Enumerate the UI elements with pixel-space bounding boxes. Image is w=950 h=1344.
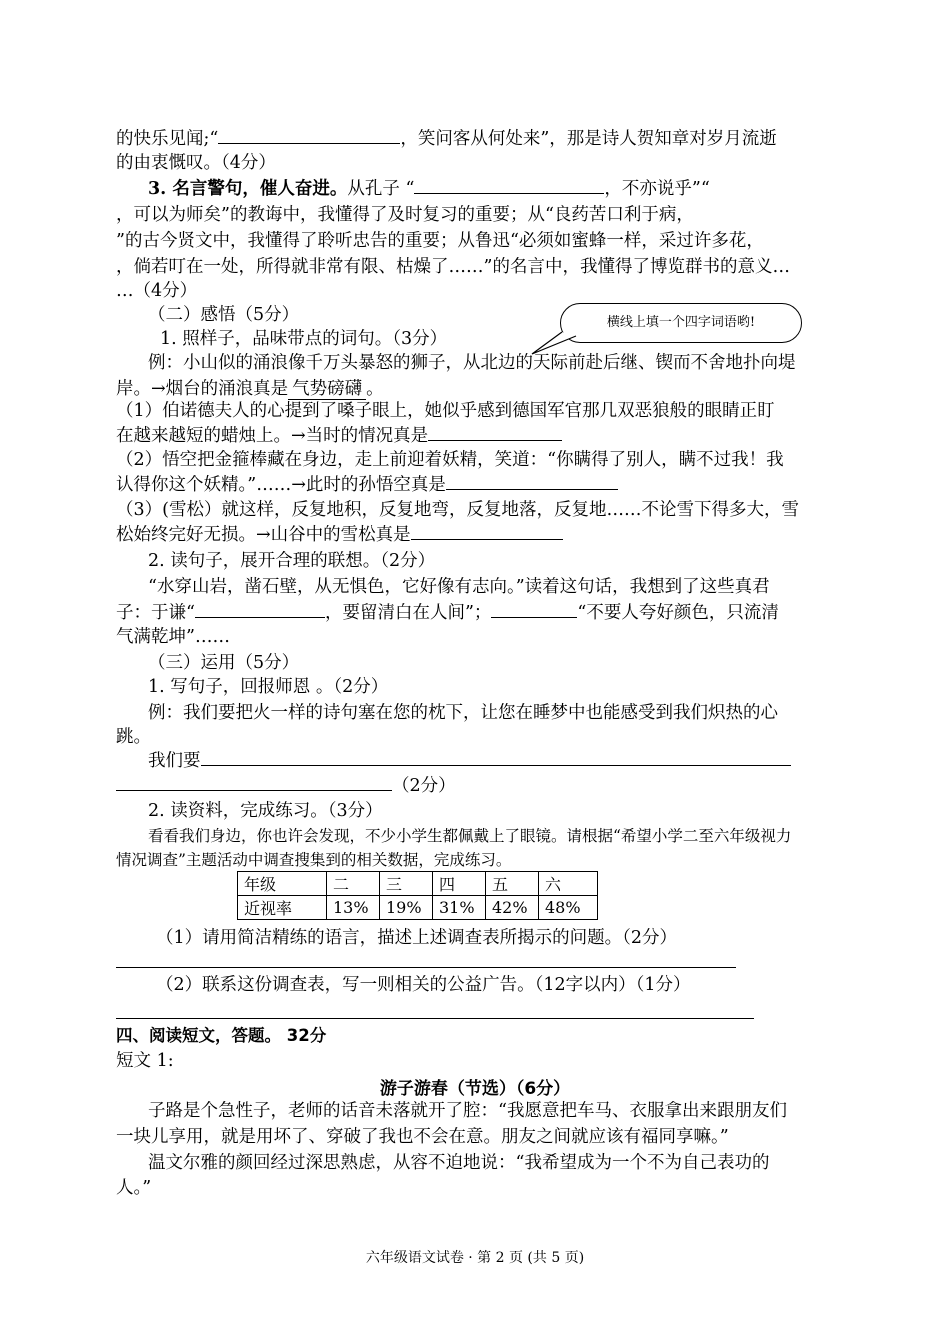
answer-blank[interactable] xyxy=(491,602,577,618)
text-line xyxy=(116,128,777,150)
text: 认得你这个妖精。”……→此时的孙悟空真是 xyxy=(116,475,446,495)
hint-bubble: 横线上填一个四字词语哟! xyxy=(560,303,802,343)
question-heading: 2. 读句子，展开合理的联想。（2分） xyxy=(148,551,436,571)
text-line xyxy=(116,474,618,496)
table-cell: 31% xyxy=(433,896,486,920)
text-line: 跳。 xyxy=(116,727,151,747)
text-line xyxy=(148,178,710,200)
text-line: （2）悟空把金箍棒藏在身边，走上前迎着妖精，笑道：“你瞒得了别人，瞒不过我！我 xyxy=(116,450,784,470)
text: 从孔子 “ xyxy=(347,179,415,199)
answer-line[interactable] xyxy=(116,1018,754,1019)
sub-question: （2）联系这份调查表，写一则相关的公益广告。（12字以内）（1分） xyxy=(156,975,691,995)
text-line xyxy=(116,602,779,624)
table-cell: 三 xyxy=(380,872,433,896)
text-line: 例：我们要把火一样的诗句塞在您的枕下，让您在睡梦中也能感受到我们炽热的心 xyxy=(148,703,778,723)
page-footer: 六年级语文试卷 · 第 2 页 (共 5 页) xyxy=(365,1250,585,1266)
text-line: （1）伯诺德夫人的心提到了嗓子眼上，她似乎感到德国军官那几双恶狼般的眼睛正盯 xyxy=(116,401,775,421)
table-row xyxy=(238,896,598,920)
example-answer: 气势磅礴 xyxy=(288,379,366,400)
table-cell: 13% xyxy=(327,896,380,920)
question-heading: 1. 照样子，品味带点的词句。（3分） xyxy=(160,329,448,349)
table-cell: 四 xyxy=(433,872,486,896)
section-heading: 四、阅读短文，答题。 32分 xyxy=(116,1026,327,1045)
text-line: 气满乾坤”…… xyxy=(116,627,230,647)
table-row xyxy=(238,872,598,896)
table-cell: 五 xyxy=(486,872,539,896)
text-line: …（4分） xyxy=(116,281,198,301)
text: “不要人夸好颜色，只流清 xyxy=(577,603,779,623)
text-line xyxy=(148,750,791,772)
answer-blank[interactable] xyxy=(428,425,562,441)
answer-blank[interactable] xyxy=(446,474,618,490)
question-heading: 3. 名言警句，催人奋进。 xyxy=(148,179,348,199)
text-line: 情况调查”主题活动中调查搜集到的相关数据，完成练习。 xyxy=(116,851,512,869)
text: 在越来越短的蜡烛上。→当时的情况真是 xyxy=(116,426,429,446)
answer-blank[interactable] xyxy=(218,128,400,144)
text-line: ”的古今贤文中，我懂得了聆听忠告的重要；从鲁迅“必须如蜜蜂一样，采过许多花， xyxy=(116,231,764,251)
text-line: 温文尔雅的颜回经过深思熟虑，从容不迫地说：“我希望成为一个不为自己表功的 xyxy=(148,1153,770,1173)
answer-blank[interactable] xyxy=(195,602,325,618)
text: ，笑问客从何处来”，那是诗人贺知章对岁月流逝 xyxy=(400,129,777,149)
answer-blank[interactable] xyxy=(411,524,563,540)
table-cell: 近视率 xyxy=(238,896,327,920)
table-cell: 42% xyxy=(486,896,539,920)
answer-blank[interactable] xyxy=(414,178,604,194)
text-line: 看看我们身边，你也许会发现，不少小学生都佩戴上了眼镜。请根据“希望小学二至六年级视力 xyxy=(148,827,792,845)
text-line xyxy=(116,775,456,797)
question-heading: 2. 读资料，完成练习。（3分） xyxy=(148,801,383,821)
text: ，不亦说乎”“ xyxy=(604,179,710,199)
sub-question: （1）请用简洁精练的语言，描述上述调查表所揭示的问题。（2分） xyxy=(156,928,678,948)
text-line: 短文 1: xyxy=(116,1051,174,1071)
text-line: 的由衷慨叹。（4分） xyxy=(116,153,276,173)
text: 松始终完好无损。→山谷中的雪松真是 xyxy=(116,525,411,545)
text-line: 人。” xyxy=(116,1178,152,1198)
text-line xyxy=(116,425,562,447)
passage-title: 游子游春（节选）（6分） xyxy=(379,1079,571,1099)
text-line: “水穿山岩，凿石壁，从无惧色，它好像有志向。”读着这句话，我想到了这些真君 xyxy=(148,577,770,597)
table-cell: 六 xyxy=(539,872,598,896)
table-cell: 年级 xyxy=(238,872,327,896)
text: 。 xyxy=(366,379,384,399)
text-line: （3）(雪松）就这样，反复地积，反复地弯，反复地落，反复地……不论雪下得多大，雪 xyxy=(116,500,799,520)
table-cell: 二 xyxy=(327,872,380,896)
text-line: 一块儿享用，就是用坏了、穿破了我也不会在意。朋友之间就应该有福同享嘛。” xyxy=(116,1127,729,1147)
vision-survey-table xyxy=(237,871,598,920)
text-line: 子路是个急性子，老师的话音未落就开了腔：“我愿意把车马、衣服拿出来跟朋友们 xyxy=(148,1101,787,1121)
text: 子：于谦“ xyxy=(116,603,195,623)
text: 我们要 xyxy=(148,751,201,771)
text-line xyxy=(116,524,563,546)
text: 岸。→烟台的涌浪真是 xyxy=(116,379,289,399)
answer-line[interactable] xyxy=(116,967,736,968)
table-cell: 48% xyxy=(539,896,598,920)
text-line: 例：小山似的涌浪像千万头暴怒的狮子，从北边的天际前赴后继、锲而不舍地扑向堤 xyxy=(148,353,796,373)
text-line xyxy=(116,378,384,400)
table-cell: 19% xyxy=(380,896,433,920)
text: 的快乐见闻;“ xyxy=(116,129,219,149)
question-heading: 1. 写句子，回报师恩 。（2分） xyxy=(148,677,389,697)
text: ，要留清白在人间”； xyxy=(324,603,492,623)
text-line: ，可以为师矣”的教诲中，我懂得了及时复习的重要；从“良药苦口利于病， xyxy=(116,205,694,225)
answer-line[interactable] xyxy=(116,775,392,791)
section-heading: （三）运用（5分） xyxy=(148,653,300,673)
text-line: ，倘若叮在一处，所得就非常有限、枯燥了……”的名言中，我懂得了博览群书的意义… xyxy=(116,257,790,277)
score-label: （2分） xyxy=(392,776,456,796)
answer-line[interactable] xyxy=(201,750,791,766)
section-heading: （二）感悟（5分） xyxy=(148,305,300,325)
